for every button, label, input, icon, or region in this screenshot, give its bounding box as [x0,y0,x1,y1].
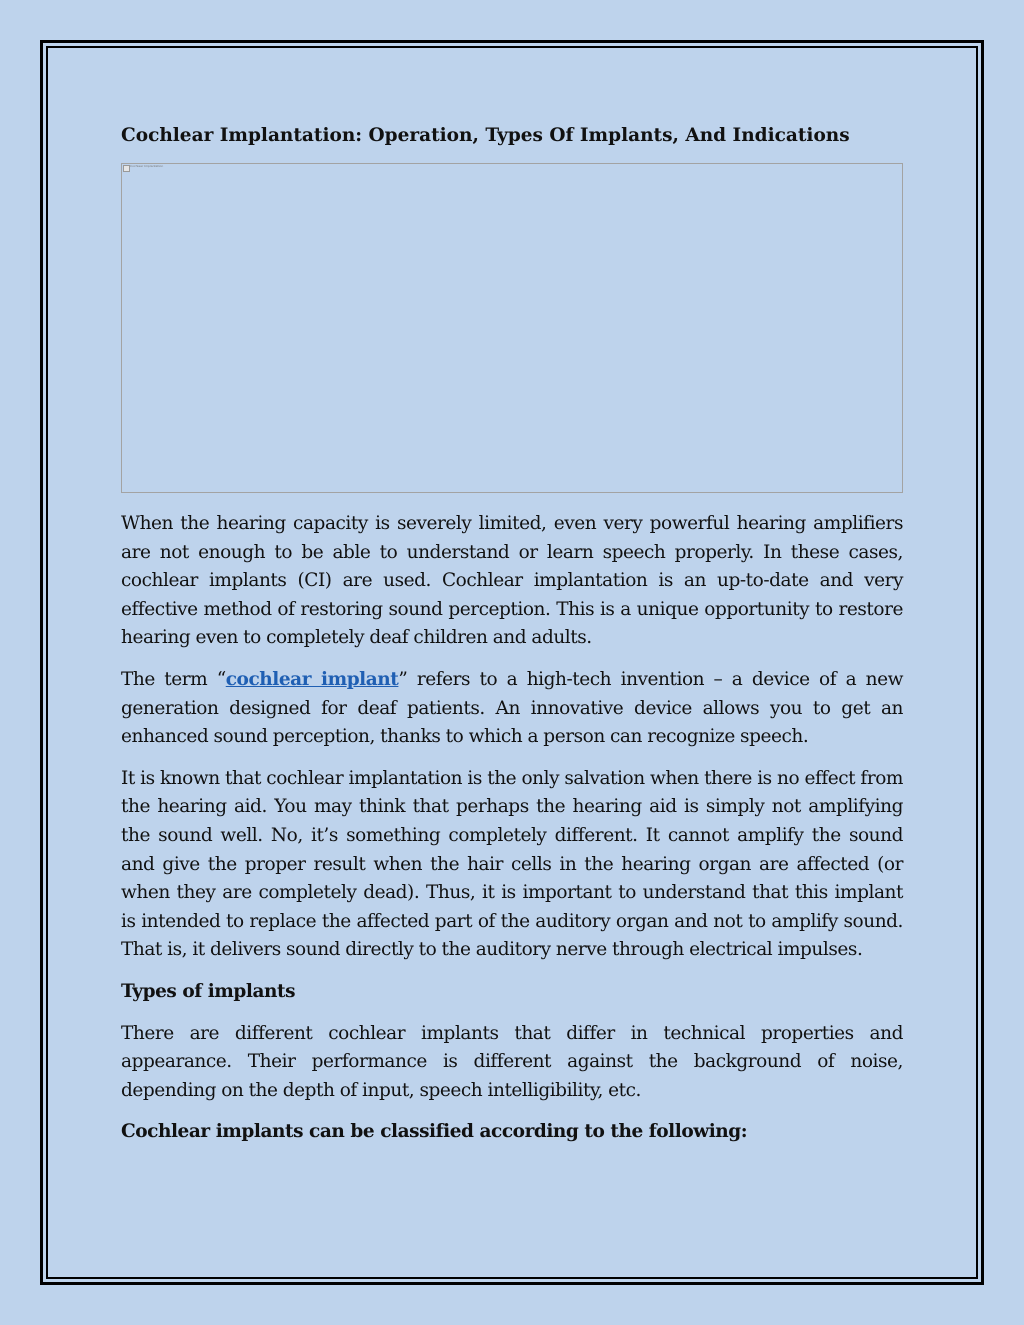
image-alt-text: Cochlear Implantation [130,164,164,168]
article-image [121,163,903,493]
paragraph-intro: When the hearing capacity is severely limited, even very powerful hearing amplifiers are not enough to be able to understand or learn speech properly. In these cases, cochlear implants (CI) are used. Cochlear implantation is an up-to-date and very effective method of restoring sound perception. This is a unique opportunity to restore hearing even to completely deaf children and adults. [121,513,903,649]
paragraph-types: There are different cochlear implants that differ in technical properties and appearance. Their performance is different against the background of noise, depending on the depth of input, speech intelligibility, etc. [121,1022,903,1101]
cochlear-implant-link[interactable]: cochlear implant [225,668,399,690]
paragraph-term-before: The term “ [121,668,226,690]
broken-image-icon [123,165,130,172]
paragraph-salvation: It is known that cochlear implantation is the only salvation when there is no effect from the hearing aid. You may think that perhaps the hearing aid is simply not amplifying the sound well. No, it’s something completely different. It cannot amplify the sound and give the proper result when the hair cells in the hearing organ are affected (or when they are completely dead). Thus, it is important to understand that this implant is intended to replace the affected part of the auditory organ and not to amplify sound. That is, it delivers sound directly to the auditory nerve through electrical impulses. [121,767,903,961]
paragraph-term-after: ” refers to a high-tech invention – a device of a new generation designed for deaf patients. An innovative device allows you to get an enhanced sound perception, thanks to which a person can recognize speech. [121,668,903,748]
paragraph-term [121,666,903,752]
heading-types-of-implants: Types of implants [121,980,296,1002]
document-title: Cochlear Implantation: Operation, Types Of Implants, And Indications [121,125,850,146]
heading-classification: Cochlear implants can be classified according to the following: [121,1121,748,1143]
document-body [121,110,903,1160]
